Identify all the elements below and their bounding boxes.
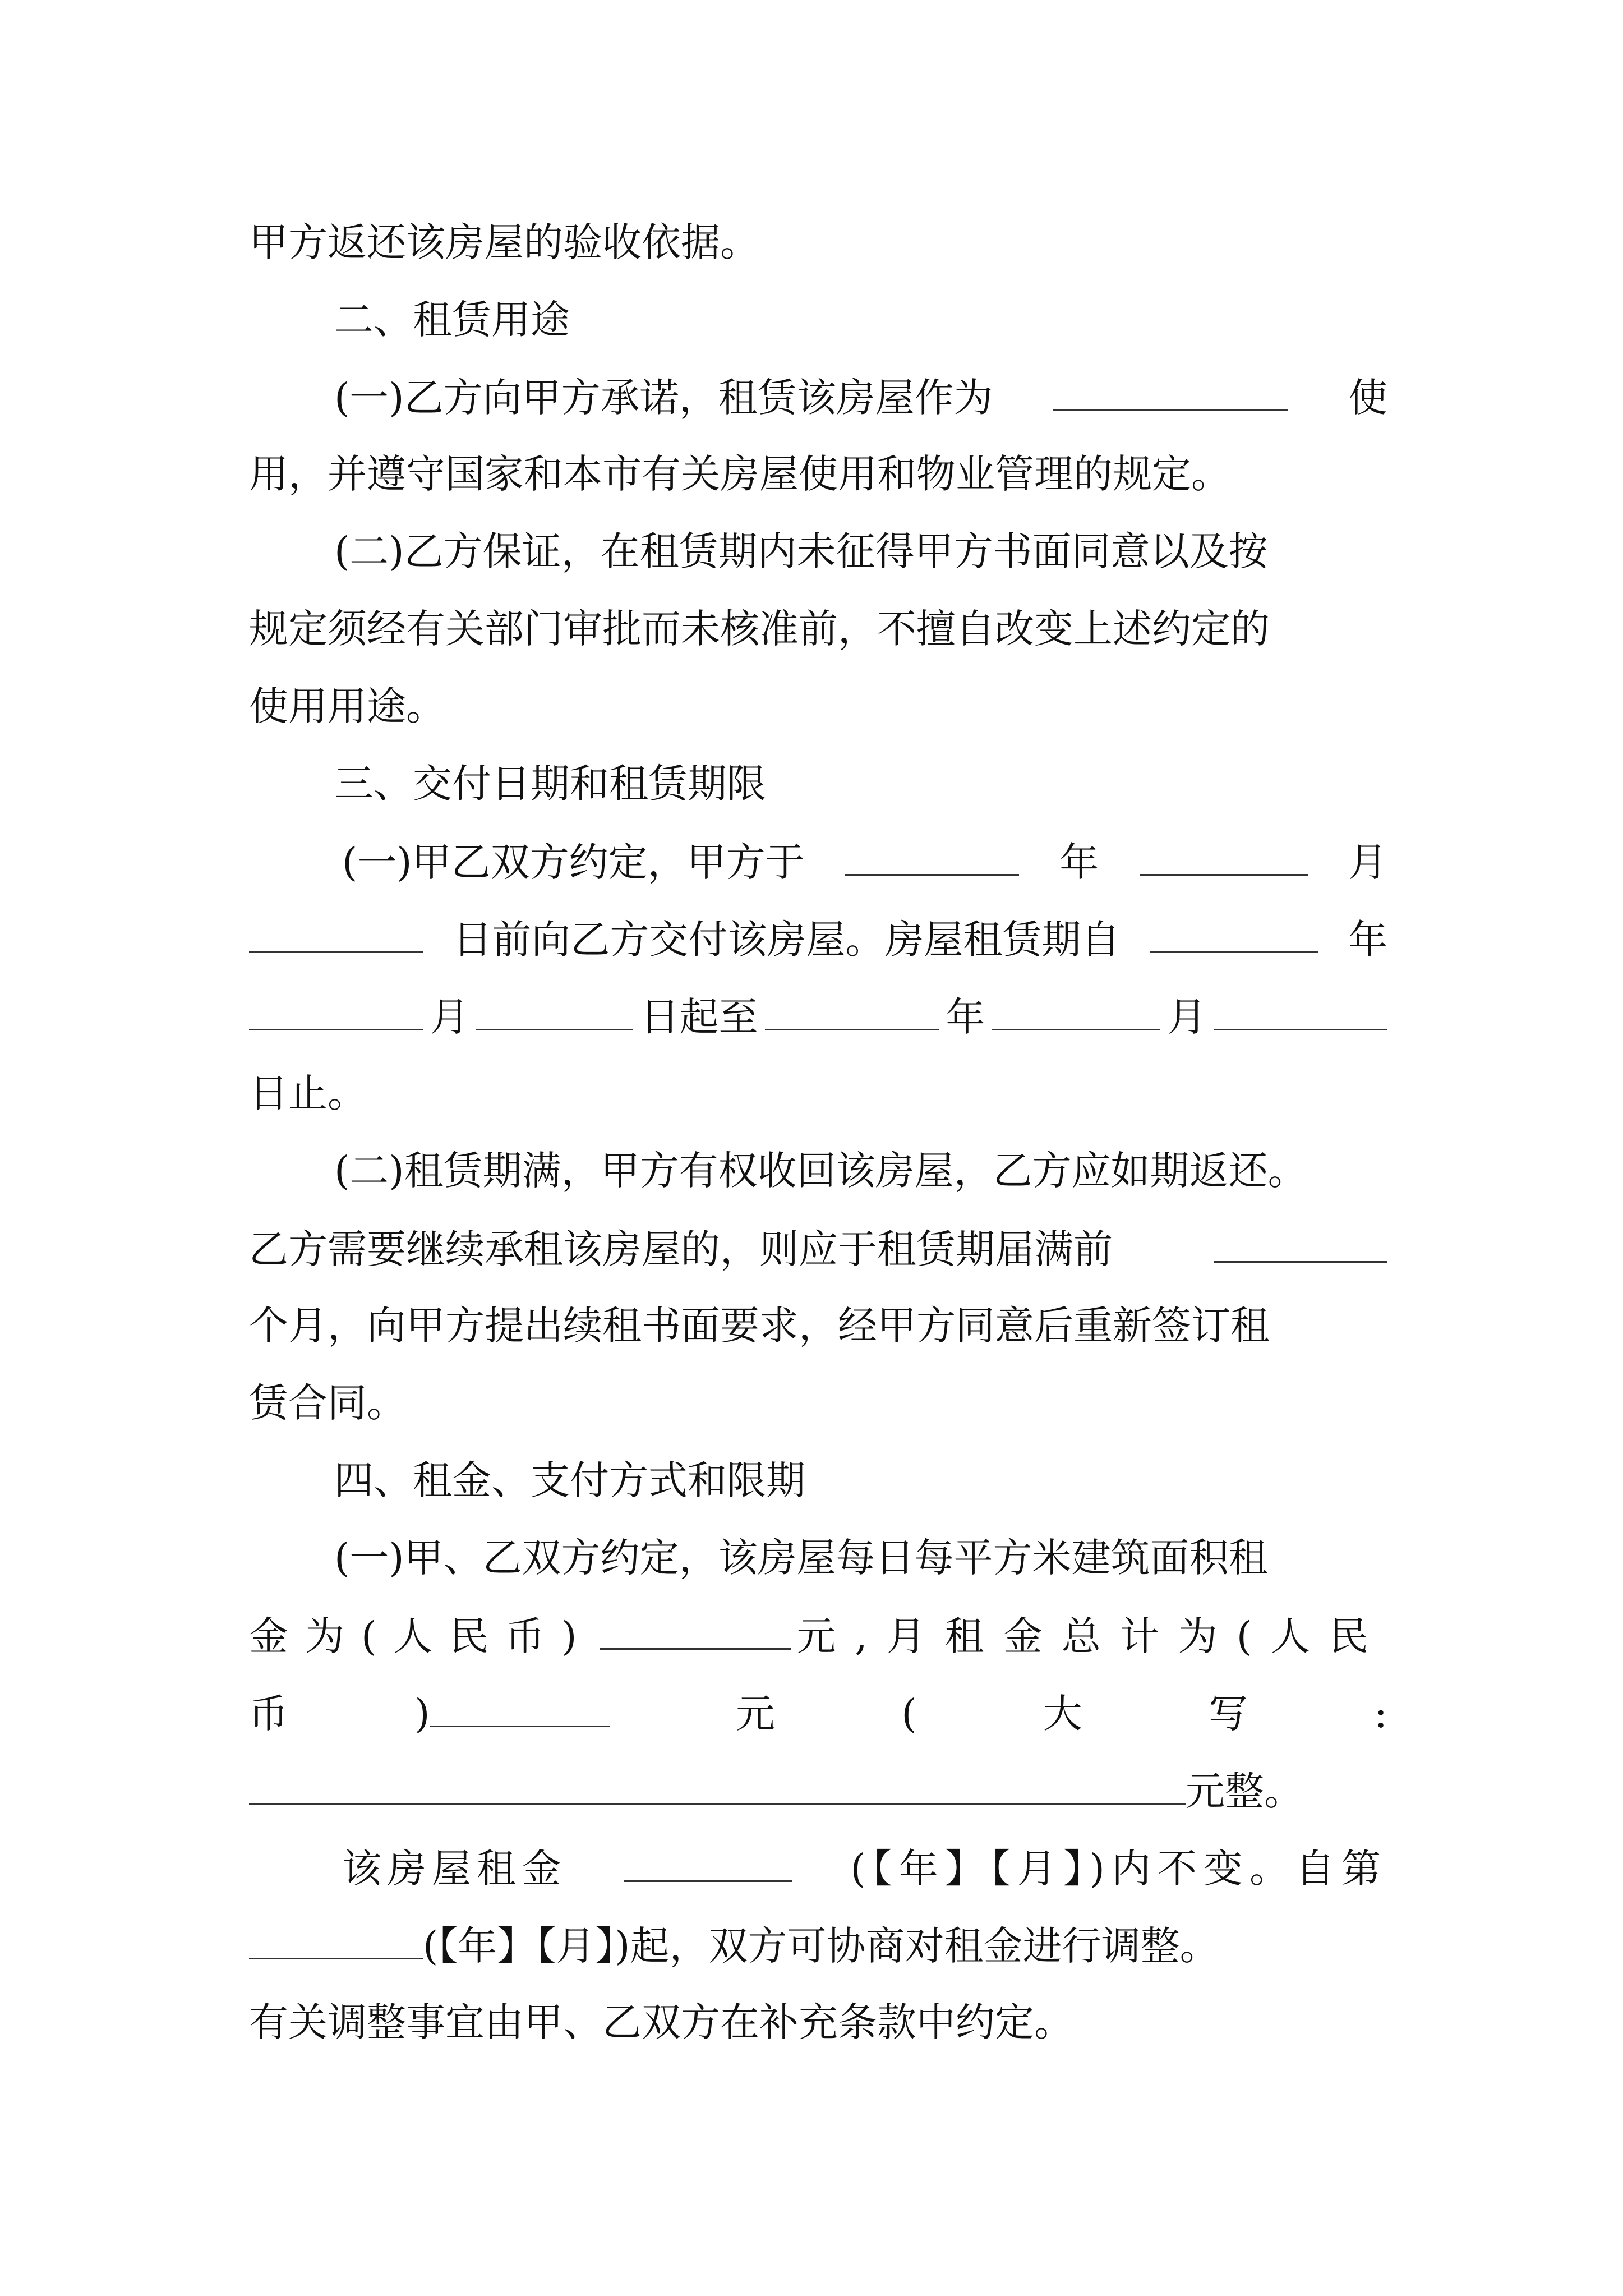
- paragraph-line: [249, 1062, 1387, 1124]
- text: 赁合同。: [249, 1380, 406, 1426]
- paragraph-line: [249, 1295, 1387, 1356]
- fill-blank-year[interactable]: [765, 985, 939, 1030]
- text: 日起至: [640, 994, 758, 1040]
- fill-blank-month[interactable]: [1140, 830, 1308, 876]
- fill-blank-day[interactable]: [249, 908, 423, 953]
- text: 使: [1348, 375, 1387, 421]
- paragraph-line: [249, 211, 1387, 273]
- fill-blank-year[interactable]: [1150, 908, 1318, 953]
- text: 币: [249, 1691, 288, 1737]
- fill-blank-month[interactable]: [249, 985, 423, 1030]
- paragraph-line: [334, 1140, 1473, 1202]
- paragraph-line: [249, 1991, 1387, 2053]
- text: 用，并遵守国家和本市有关房屋使用和物业管理的规定。: [249, 451, 1230, 497]
- text: 月: [430, 994, 469, 1040]
- paragraph-line: [249, 1217, 1387, 1279]
- text: 元整。: [1186, 1768, 1303, 1814]
- text: 乙方需要继续承租该房屋的，则应于租赁期届满前: [249, 1226, 1113, 1272]
- text: (一)乙方向甲方承诺，租赁该房屋作为: [334, 375, 993, 421]
- text: 写: [1209, 1691, 1248, 1737]
- text: (【年】【月】)起，双方可协商对租金进行调整。: [423, 1923, 1219, 1969]
- paragraph-line: [334, 521, 1473, 582]
- paragraph-line: [334, 1527, 1473, 1589]
- paragraph-line: [249, 598, 1387, 660]
- heading-text: 二、租赁用途: [334, 297, 570, 343]
- fill-blank-month[interactable]: [992, 985, 1160, 1030]
- paragraph-line: [249, 443, 1387, 505]
- fill-blank-start-period[interactable]: [249, 1914, 423, 1959]
- text: 金为(人民币): [249, 1613, 594, 1659]
- section-heading-3: [334, 753, 1473, 815]
- text: (一)甲、乙双方约定，该房屋每日每平方米建筑面积租: [334, 1535, 1268, 1581]
- paragraph-line: [342, 830, 1387, 892]
- fill-blank-day[interactable]: [1214, 985, 1387, 1030]
- paragraph-line: [249, 1372, 1387, 1434]
- text: :: [1374, 1691, 1387, 1737]
- fill-blank-monthly-rent[interactable]: [430, 1682, 610, 1727]
- text: 月: [1348, 839, 1387, 885]
- section-heading-2: [334, 289, 1473, 351]
- fill-blank-usage[interactable]: [1053, 366, 1288, 411]
- text: 日止。: [249, 1070, 367, 1116]
- text: 年: [1059, 839, 1099, 885]
- paragraph-line: [342, 1837, 1387, 1898]
- text: 有关调整事宜由甲、乙双方在补充条款中约定。: [249, 1999, 1073, 2045]
- text: (一)甲乙双方约定，甲方于: [342, 839, 805, 885]
- paragraph-line: [249, 1759, 1387, 1821]
- paragraph-line: [249, 908, 1387, 969]
- heading-text: 三、交付日期和租赁期限: [334, 761, 766, 807]
- fill-blank-months[interactable]: [1214, 1217, 1387, 1263]
- fill-blank-unit-rent[interactable]: [600, 1604, 791, 1650]
- text: (二)乙方保证，在租赁期内未征得甲方书面同意以及按: [334, 528, 1268, 574]
- text: 大: [1043, 1691, 1082, 1737]
- text: 元: [735, 1691, 775, 1737]
- text: 甲方返还该房屋的验收依据。: [249, 219, 759, 265]
- text: 月: [1167, 994, 1207, 1040]
- fill-blank-day[interactable]: [476, 985, 633, 1030]
- paragraph-line: [249, 985, 1387, 1047]
- text: (: [901, 1691, 917, 1737]
- text: 元,月租金总计为(人民: [796, 1613, 1387, 1659]
- fill-blank-year[interactable]: [845, 830, 1019, 876]
- text: 规定须经有关部门审批而未核准前，不擅自改变上述约定的: [249, 606, 1270, 652]
- text: (【年】【月】)内不变。自第: [850, 1846, 1387, 1892]
- paragraph-line: [249, 1914, 1387, 1976]
- text: 使用用途。: [249, 683, 445, 729]
- heading-text: 四、租金、支付方式和限期: [334, 1457, 805, 1503]
- paragraph-line: [249, 675, 1387, 737]
- text: 年: [1348, 917, 1387, 963]
- text: 该房屋租金: [342, 1846, 566, 1892]
- fill-blank-period[interactable]: [624, 1837, 792, 1882]
- text: ): [414, 1691, 430, 1737]
- text: 年: [946, 994, 985, 1040]
- text: 日前向乙方交付该房屋。房屋租赁期自: [453, 917, 1121, 963]
- section-heading-4: [334, 1450, 1473, 1511]
- paragraph-line: [334, 366, 1387, 427]
- fill-blank-amount-in-words[interactable]: [249, 1759, 1186, 1805]
- text: 个月，向甲方提出续租书面要求，经甲方同意后重新签订租: [249, 1303, 1270, 1349]
- paragraph-line: [249, 1682, 1387, 1743]
- paragraph-line: [249, 1604, 1387, 1666]
- text: (二)租赁期满，甲方有权收回该房屋，乙方应如期返还。: [334, 1148, 1307, 1194]
